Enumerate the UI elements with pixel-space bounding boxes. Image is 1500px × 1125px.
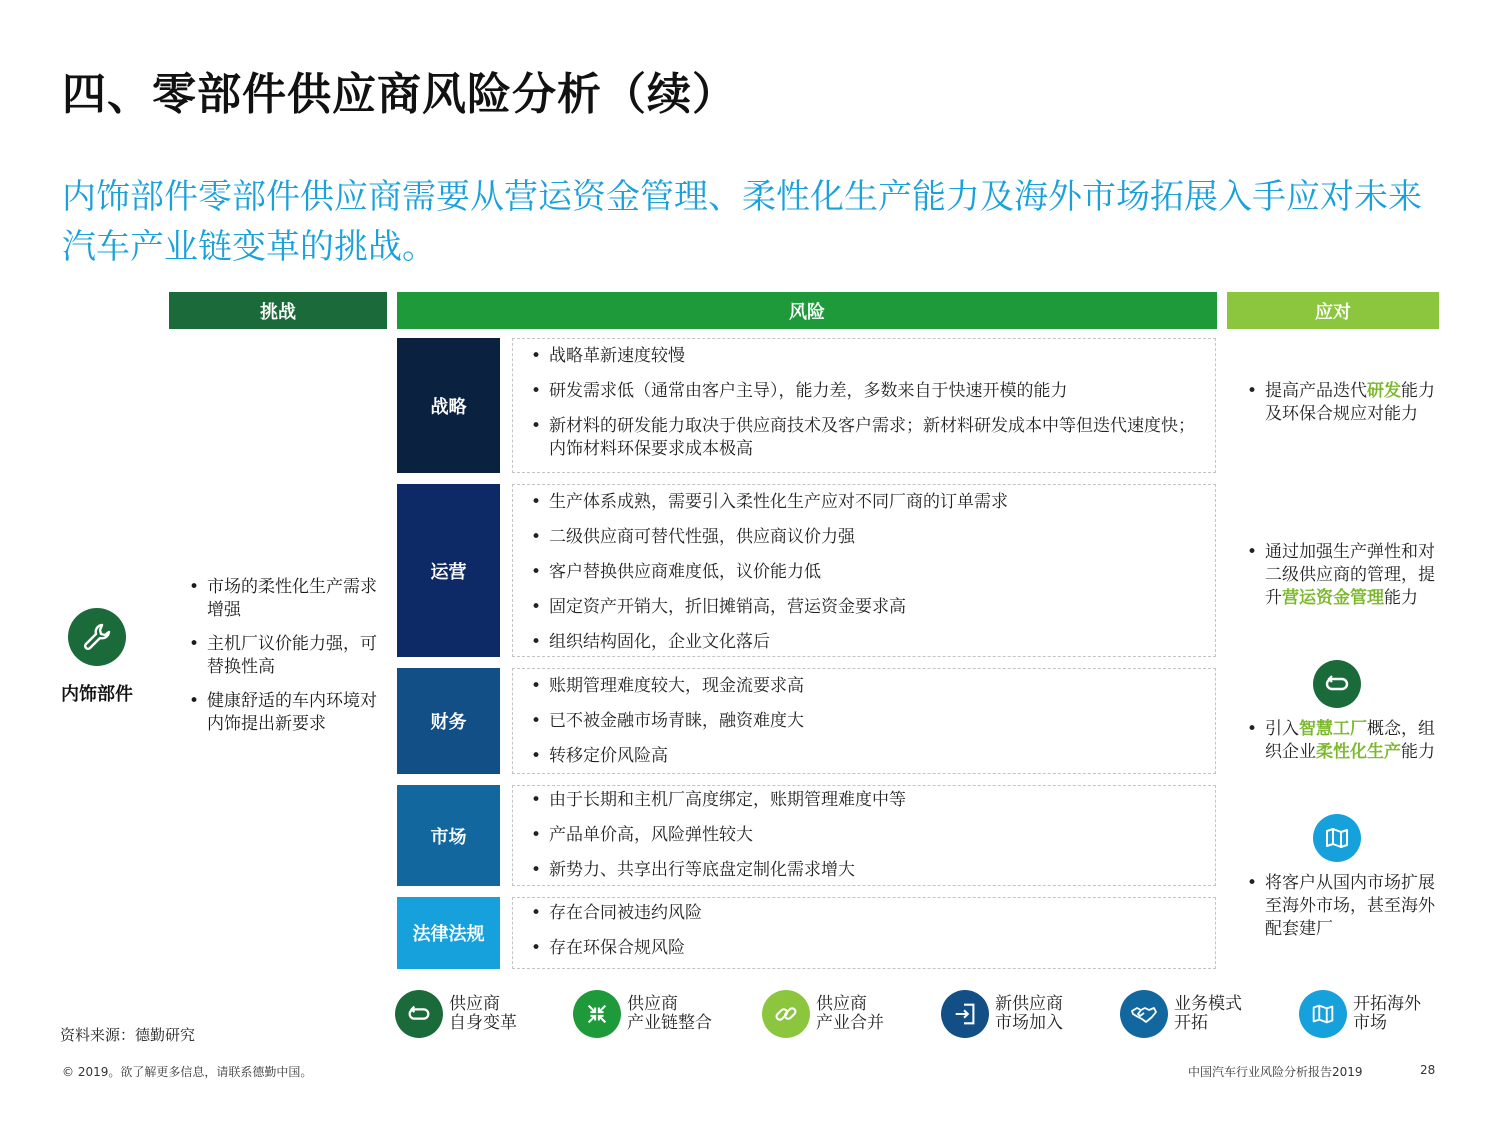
challenge-label: 内饰部件 [61,684,133,705]
report-title: 中国汽车行业风险分析报告2019 [1188,1065,1363,1079]
list-item: • 主机厂议价能力强，可替换性高 [185,633,385,679]
link-icon [762,990,810,1038]
response-item-rnd: • 提高产品迭代研发能力及环保合规应对能力 [1245,380,1440,426]
map-icon [1313,814,1361,862]
list-item: • 二级供应商可替代性强，供应商议价力强 [529,526,1207,549]
list-item: • 市场的柔性化生产需求增强 [185,576,385,622]
response-item-smart-factory: • 引入智慧工厂概念，组织企业柔性化生产能力 [1245,718,1440,764]
risk-category-market: 市场 [397,785,500,886]
handshake-icon [1120,990,1168,1038]
legend-item-new-entrants: 新供应商 市场加入 [941,990,1120,1038]
header-challenge: 挑战 [169,292,387,329]
map-icon [1299,990,1347,1038]
risk-box-legal [512,897,1216,969]
page-subtitle: 内饰部件零部件供应商需要从营运资金管理、柔性化生产能力及海外市场拓展入手应对未来汽车产业链变革的挑战。 [62,177,1422,267]
legend-item-self-transformation: 供应商 自身变革 [395,990,574,1038]
merge-arrows-icon [573,990,621,1038]
list-item: • 新势力、共享出行等底盘定制化需求增大 [529,859,1207,882]
list-item: • 客户替换供应商难度低，议价能力低 [529,561,1207,584]
list-item: • 存在合同被违约风险 [529,902,1207,925]
list-item: • 生产体系成熟，需要引入柔性化生产应对不同厂商的订单需求 [529,491,1207,514]
source-note: 资料来源：德勤研究 [60,1026,196,1044]
risk-box-strategy [512,338,1216,473]
legend-item-chain-integration: 供应商 产业链整合 [573,990,752,1038]
legend-item-overseas: 开拓海外 市场 [1299,990,1478,1038]
risk-box-market [512,785,1216,886]
list-item: • 战略革新速度较慢 [529,345,1207,368]
risk-category-operations: 运营 [397,484,500,657]
risk-box-operations [512,484,1216,657]
response-item-overseas: • 将客户从国内市场扩展至海外市场，甚至海外配套建厂 [1245,872,1440,941]
header-response: 应对 [1227,292,1439,329]
header-risk: 风险 [397,292,1217,329]
page-number: 28 [1420,1063,1436,1077]
response-item-working-capital: • 通过加强生产弹性和对二级供应商的管理，提升营运资金管理能力 [1245,541,1440,610]
page-title: 四、零部件供应商风险分析（续） [62,69,737,120]
risk-category-finance: 财务 [397,668,500,774]
list-item: • 固定资产开销大，折旧摊销高，营运资金要求高 [529,596,1207,619]
list-item: • 健康舒适的车内环境对内饰提出新要求 [185,690,385,736]
list-item: • 存在环保合规风险 [529,937,1207,960]
copyright: © 2019。欲了解更多信息，请联系德勤中国。 [62,1065,313,1079]
loop-icon [395,990,443,1038]
list-item: • 转移定价风险高 [529,745,1207,768]
list-item: • 账期管理难度较大，现金流要求高 [529,675,1207,698]
legend-item-merger: 供应商 产业合并 [762,990,941,1038]
list-item: • 产品单价高，风险弹性较大 [529,824,1207,847]
legend-item-business-model: 业务模式 开拓 [1120,990,1299,1038]
list-item: • 新材料的研发能力取决于供应商技术及客户需求；新材料研发成本中等但迭代速度快；内饰材料环保要求成本极高 [529,415,1207,461]
list-item: • 由于长期和主机厂高度绑定，账期管理难度中等 [529,789,1207,812]
risk-category-legal: 法律法规 [397,897,500,969]
list-item: • 已不被金融市场青睐，融资难度大 [529,710,1207,733]
risk-box-finance [512,668,1216,774]
list-item: • 研发需求低（通常由客户主导），能力差，多数来自于快速开模的能力 [529,380,1207,403]
enter-icon [941,990,989,1038]
risk-category-strategy: 战略 [397,338,500,473]
list-item: • 组织结构固化，企业文化落后 [529,631,1207,654]
loop-icon [1313,660,1361,708]
wrench-icon [68,608,126,666]
challenge-list [185,576,385,747]
